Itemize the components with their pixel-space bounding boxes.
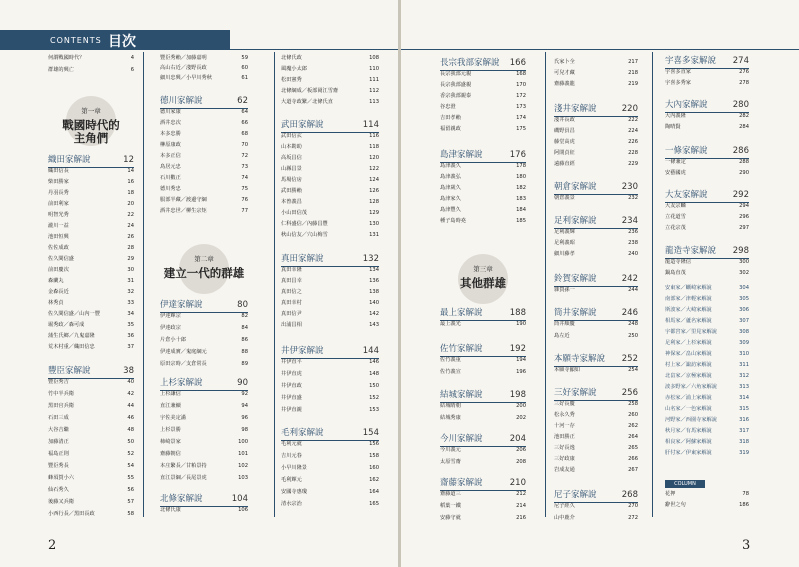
toc-entry[interactable]: 小早川隆景 160 bbox=[281, 465, 379, 471]
misc-entry[interactable]: 赤松家／浦上家解說 314 bbox=[665, 395, 749, 401]
toc-entry[interactable]: 服部半藏／渡邊守綱 76 bbox=[160, 197, 248, 203]
toc-entry[interactable]: 池田勝正 264 bbox=[554, 434, 638, 440]
section-ichijo[interactable]: 一條家解說 286 bbox=[665, 146, 749, 159]
toc-entry[interactable]: 谷忠澄 173 bbox=[440, 104, 526, 110]
section-suzuki[interactable]: 鈴賀家解說 242 bbox=[554, 274, 638, 287]
toc-entry[interactable]: 蜂須賀小六 55 bbox=[48, 475, 134, 481]
toc-entry[interactable]: 酒井忠次 66 bbox=[160, 120, 248, 126]
section-otomo[interactable]: 大友家解說 292 bbox=[665, 190, 749, 203]
toc-entry[interactable]: 上杉景勝 98 bbox=[160, 427, 248, 433]
toc-entry[interactable]: 氏家卜全 217 bbox=[554, 59, 638, 65]
toc-entry[interactable]: 石田三成 46 bbox=[48, 415, 134, 421]
header-rule-left bbox=[230, 49, 398, 50]
toc-entry[interactable]: 加藤清正 50 bbox=[48, 439, 134, 445]
toc-entry[interactable]: 荒木村重／織田信忠 37 bbox=[48, 344, 134, 350]
toc-entry[interactable]: 佐竹義宣 196 bbox=[440, 369, 526, 375]
toc-entry[interactable]: 吉田孝賴 174 bbox=[440, 115, 526, 121]
toc-entry[interactable]: 伊達政宗 84 bbox=[160, 325, 248, 331]
toc-entry[interactable]: 武田信玄 116 bbox=[281, 133, 379, 139]
toc-entry[interactable]: 岩成友通 267 bbox=[554, 467, 638, 473]
toc-entry[interactable]: 真田信尹 142 bbox=[281, 311, 379, 317]
chapter-2-title: 第二章 建立一代的群雄 bbox=[160, 244, 248, 300]
toc-entry[interactable]: 石川數正 74 bbox=[160, 175, 248, 181]
toc-entry[interactable]: 本多正信 72 bbox=[160, 153, 248, 159]
section-honganji[interactable]: 本願寺家解說 252 bbox=[554, 354, 638, 367]
toc-entry[interactable]: 立花宗茂 297 bbox=[665, 225, 749, 231]
chapter-1-title: 第一章 戰國時代的 主角們 bbox=[48, 96, 134, 152]
toc-entry[interactable]: 足利義輝 236 bbox=[554, 229, 638, 235]
section-tsutsui[interactable]: 筒井家解說 246 bbox=[554, 308, 638, 321]
toc-entry[interactable]: 島津豐久 184 bbox=[440, 207, 526, 213]
col-divider-2 bbox=[274, 52, 275, 517]
col-divider-4 bbox=[652, 52, 653, 517]
toc-entry[interactable]: 佐竹義重 194 bbox=[440, 357, 526, 363]
toc-entry[interactable]: 龍造寺隆信 300 bbox=[665, 259, 749, 265]
toc-entry[interactable]: 林秀貞 33 bbox=[48, 300, 134, 306]
toc-entry[interactable]: 今川義元 206 bbox=[440, 447, 526, 453]
toc-entry[interactable]: 毛利輝元 162 bbox=[281, 477, 379, 483]
misc-entry[interactable]: 斯波家／大崎家解說 306 bbox=[665, 307, 749, 313]
toc-entry[interactable]: 宇喜多直家 276 bbox=[665, 69, 749, 75]
toc-entry[interactable]: 宇喜多秀家 278 bbox=[665, 80, 749, 86]
toc-entry[interactable]: 淺井長政 222 bbox=[554, 117, 638, 123]
toc-entry[interactable]: 吉川元春 158 bbox=[281, 453, 379, 459]
toc-entry[interactable]: 清水宗治 165 bbox=[281, 501, 379, 507]
toc-entry[interactable]: 井伊直政 150 bbox=[281, 383, 379, 389]
toc-entry[interactable]: 大谷吉繼 48 bbox=[48, 427, 134, 433]
toc-entry[interactable]: 安藝國虎 290 bbox=[665, 170, 749, 176]
toc-entry[interactable]: 三好政康 266 bbox=[554, 456, 638, 462]
col-divider-3 bbox=[545, 52, 546, 517]
toc-entry[interactable]: 片倉小十郎 86 bbox=[160, 337, 248, 343]
toc-entry[interactable]: 豐臣秀賴／加藤嘉明 59 bbox=[160, 55, 248, 61]
section-ii[interactable]: 井伊家解說 144 bbox=[281, 346, 379, 359]
toc-entry[interactable]: 大內義隆 282 bbox=[665, 113, 749, 119]
toc-entry[interactable]: 細川藤孝 240 bbox=[554, 251, 638, 257]
toc-entry[interactable]: 上杉謙信 92 bbox=[160, 391, 248, 397]
toc-entry[interactable]: 蒲生氏鄉／九鬼嘉隆 36 bbox=[48, 333, 134, 339]
toc-entry[interactable]: 朝倉義景 232 bbox=[554, 195, 638, 201]
misc-entry[interactable]: 秋月家／有馬家解說 317 bbox=[665, 428, 749, 434]
toc-entry[interactable]: 齋藤義龍 219 bbox=[554, 81, 638, 87]
page-number-right: 3 bbox=[742, 538, 751, 553]
toc-entry[interactable]: 武田勝賴 126 bbox=[281, 188, 379, 194]
toc-entry[interactable]: 出浦昌相 143 bbox=[281, 322, 379, 328]
toc-entry[interactable]: 直江景綱／長尾景虎 103 bbox=[160, 475, 248, 481]
toc-entry[interactable]: 佐佐成政 28 bbox=[48, 245, 134, 251]
toc-entry[interactable]: 真田昌幸 136 bbox=[281, 278, 379, 284]
misc-entry[interactable]: 波多野家／六角家解說 313 bbox=[665, 384, 749, 390]
toc-entry[interactable]: 榊原康政 70 bbox=[160, 142, 248, 148]
toc-entry[interactable]: 馬場信房 124 bbox=[281, 177, 379, 183]
toc-entry[interactable]: 一條兼定 288 bbox=[665, 159, 749, 165]
misc-entry[interactable]: 南部家／津輕家解說 305 bbox=[665, 296, 749, 302]
section-amago[interactable]: 尼子家解說 268 bbox=[554, 490, 638, 503]
toc-entry[interactable]: 秋山信友／穴山梅雪 131 bbox=[281, 232, 379, 238]
toc-entry[interactable]: 佐久間信盛 29 bbox=[48, 256, 134, 262]
section-ouchi[interactable]: 大內家解說 280 bbox=[665, 100, 749, 113]
toc-entry[interactable]: 高坂昌信 120 bbox=[281, 155, 379, 161]
toc-entry[interactable]: 本曾義昌 128 bbox=[281, 199, 379, 205]
toc-entry[interactable]: 仙石秀久 56 bbox=[48, 487, 134, 493]
section-date[interactable]: 伊達家解說 80 bbox=[160, 300, 248, 313]
toc-entry[interactable]: 阿閉貞征 228 bbox=[554, 150, 638, 156]
toc-entry[interactable]: 太原雪齋 208 bbox=[440, 459, 526, 465]
toc-entry[interactable]: 福留親政 175 bbox=[440, 126, 526, 132]
section-sanada[interactable]: 真田家解說 132 bbox=[281, 254, 379, 267]
toc-entry[interactable]: 豐臣秀長 54 bbox=[48, 463, 134, 469]
toc-entry[interactable]: 本庄繁長／甘粕景持 102 bbox=[160, 463, 248, 469]
toc-entry[interactable]: 織田信長 14 bbox=[48, 168, 134, 174]
contents-banner bbox=[0, 30, 230, 50]
toc-entry[interactable]: 陶晴賢 284 bbox=[665, 124, 749, 130]
toc-entry[interactable]: 何謂戰國時代？ 4 bbox=[48, 55, 134, 61]
toc-entry[interactable]: 井伊直虎 148 bbox=[281, 371, 379, 377]
toc-entry[interactable]: 伊達輝宗 82 bbox=[160, 313, 248, 319]
misc-entry[interactable]: 足利家／上杉家解說 309 bbox=[665, 340, 749, 346]
toc-entry[interactable]: 松田憲秀 111 bbox=[281, 77, 379, 83]
section-miyoshi[interactable]: 三好家解說 256 bbox=[554, 388, 638, 401]
toc-entry[interactable]: 本多忠勝 68 bbox=[160, 131, 248, 137]
toc-entry[interactable]: 群雄的興亡 6 bbox=[48, 67, 134, 73]
toc-entry[interactable]: 宇佐美定滿 96 bbox=[160, 415, 248, 421]
toc-entry[interactable]: 直江兼續 94 bbox=[160, 403, 248, 409]
toc-entry[interactable]: 長宗我部元親 168 bbox=[440, 71, 526, 77]
toc-entry[interactable]: 大道寺政繁／北條氏直 113 bbox=[281, 99, 379, 105]
header-rule-right bbox=[401, 49, 799, 50]
toc-entry[interactable]: 井伊直親 153 bbox=[281, 407, 379, 413]
toc-entry[interactable]: 仁科盛信／內藤昌豐 130 bbox=[281, 221, 379, 227]
toc-entry[interactable]: 山中鹿介 272 bbox=[554, 515, 638, 521]
toc-entry[interactable]: 島左近 250 bbox=[554, 333, 638, 339]
toc-entry[interactable]: 小西行長／黑田長政 58 bbox=[48, 511, 134, 517]
toc-entry[interactable]: 後藤又兵衛 57 bbox=[48, 499, 134, 505]
toc-entry[interactable]: 遠藤直經 229 bbox=[554, 161, 638, 167]
misc-entry[interactable]: 北畠家／京極家解說 312 bbox=[665, 373, 749, 379]
toc-entry[interactable]: 磯野員昌 224 bbox=[554, 128, 638, 134]
section-ryuzoji[interactable]: 龍造寺家解說 298 bbox=[665, 246, 749, 259]
toc-entry[interactable]: 風魔小太郎 110 bbox=[281, 66, 379, 72]
toc-entry[interactable]: 鍋島直茂 302 bbox=[665, 270, 749, 276]
section-mori[interactable]: 毛利家解說 154 bbox=[281, 428, 379, 441]
toc-entry[interactable]: 藤堂高虎 226 bbox=[554, 139, 638, 145]
toc-entry[interactable]: 島津歲久 182 bbox=[440, 185, 526, 191]
toc-entry[interactable]: 福島正則 52 bbox=[48, 451, 134, 457]
toc-entry[interactable]: 三好長慶 258 bbox=[554, 401, 638, 407]
misc-entry[interactable]: 山名家／一色家解說 315 bbox=[665, 406, 749, 412]
toc-entry[interactable]: 井伊直平 146 bbox=[281, 359, 379, 365]
contents-zh-label: 目次 bbox=[108, 34, 136, 50]
col-divider-1 bbox=[143, 52, 144, 517]
section-takeda[interactable]: 武田家解說 114 bbox=[281, 120, 379, 133]
toc-entry[interactable]: 伊達成實／鬼庭綱元 88 bbox=[160, 349, 248, 355]
section-ukita[interactable]: 宇喜多家解說 274 bbox=[665, 56, 749, 69]
contents-en-label: CONTENTS bbox=[50, 36, 102, 45]
toc-entry[interactable]: 真田幸村 140 bbox=[281, 300, 379, 306]
toc-entry[interactable]: 柴田勝家 16 bbox=[48, 179, 134, 185]
toc-entry[interactable]: 尼子經久 270 bbox=[554, 503, 638, 509]
section-satake[interactable]: 佐竹家解說 192 bbox=[440, 344, 526, 357]
toc-entry[interactable]: 十河一存 262 bbox=[554, 423, 638, 429]
toc-entry[interactable]: 立花道雪 296 bbox=[665, 214, 749, 220]
toc-entry[interactable]: 雜賀孫一 244 bbox=[554, 287, 638, 293]
toc-entry[interactable]: 結城晴朝 200 bbox=[440, 403, 526, 409]
toc-entry[interactable]: 德川家康 64 bbox=[160, 109, 248, 115]
toc-entry[interactable]: 稻葉一鐵 214 bbox=[440, 503, 526, 509]
page-number-left: 2 bbox=[48, 538, 57, 553]
toc-entry[interactable]: 最上義光 190 bbox=[440, 321, 526, 327]
toc-entry[interactable]: 安國寺惠瓊 164 bbox=[281, 489, 379, 495]
section-shimazu[interactable]: 島津家解說 176 bbox=[440, 150, 526, 163]
misc-entry[interactable]: 神保家／畠山家解說 310 bbox=[665, 351, 749, 357]
section-yuki[interactable]: 結城家解說 198 bbox=[440, 390, 526, 403]
toc-entry[interactable]: 丹羽長秀 18 bbox=[48, 190, 134, 196]
section-imagawa[interactable]: 今川家解說 204 bbox=[440, 434, 526, 447]
toc-entry[interactable]: 酒井忠世／柳生宗矩 77 bbox=[160, 208, 248, 214]
chapter-3-title: 第三章 其他群雄 bbox=[440, 254, 526, 310]
toc-entry[interactable]: 原田宗時／支倉常長 89 bbox=[160, 361, 248, 367]
section-chosokabe[interactable]: 長宗我部家解說 166 bbox=[440, 58, 526, 71]
toc-entry[interactable]: 黑田官兵衛 44 bbox=[48, 403, 134, 409]
toc-entry[interactable]: 明智光秀 22 bbox=[48, 212, 134, 218]
misc-entry[interactable]: 相馬家／蘆名家解說 307 bbox=[665, 318, 749, 324]
toc-entry[interactable]: 安藤守就 216 bbox=[440, 515, 526, 521]
section-hojo[interactable]: 北條家解說 104 bbox=[160, 494, 248, 507]
toc-entry[interactable]: 長宗我部盛親 170 bbox=[440, 82, 526, 88]
toc-entry[interactable]: 松永久秀 260 bbox=[554, 412, 638, 418]
column-badge: COLUMN bbox=[665, 480, 705, 488]
toc-entry[interactable]: 本願寺顯如 254 bbox=[554, 367, 638, 373]
misc-entry[interactable]: 相良家／阿蘇家解說 318 bbox=[665, 439, 749, 445]
column-section bbox=[665, 480, 749, 510]
book-spine bbox=[398, 0, 401, 567]
toc-entry[interactable]: 真田幸隆 134 bbox=[281, 267, 379, 273]
toc-entry[interactable]: 種子島時堯 185 bbox=[440, 218, 526, 224]
toc-entry[interactable]: 大友宗麟 294 bbox=[665, 203, 749, 209]
toc-entry[interactable]: 齋藤道三 212 bbox=[440, 491, 526, 497]
toc-entry[interactable]: 金森長近 32 bbox=[48, 289, 134, 295]
misc-entry[interactable]: 肝付家／伊東家解說 319 bbox=[665, 450, 749, 456]
toc-entry[interactable]: 結城秀康 202 bbox=[440, 415, 526, 421]
section-asakura[interactable]: 朝倉家解說 230 bbox=[554, 182, 638, 195]
toc-entry[interactable]: 鳥居元忠 73 bbox=[160, 164, 248, 170]
misc-entry[interactable]: 宇都宮家／里見家解說 308 bbox=[665, 329, 749, 335]
toc-entry[interactable]: 高山右近／淺野長政 60 bbox=[160, 65, 248, 71]
toc-entry[interactable]: 井伊直盛 152 bbox=[281, 395, 379, 401]
toc-entry[interactable]: 可兒才藏 218 bbox=[554, 70, 638, 76]
toc-entry[interactable]: 小山田信茂 129 bbox=[281, 210, 379, 216]
toc-entry[interactable]: 真田信之 138 bbox=[281, 289, 379, 295]
toc-entry[interactable]: 細川忠興／小早川秀秋 61 bbox=[160, 75, 248, 81]
toc-entry[interactable]: 島津家久 183 bbox=[440, 196, 526, 202]
toc-entry[interactable]: 筒井順慶 248 bbox=[554, 321, 638, 327]
toc-entry[interactable]: 北條氏康 106 bbox=[160, 507, 248, 513]
toc-entry[interactable]: 毛利元就 156 bbox=[281, 441, 379, 447]
toc-entry[interactable]: 德川秀忠 75 bbox=[160, 186, 248, 192]
toc-entry[interactable]: 豐臣秀吉 40 bbox=[48, 379, 134, 385]
section-mogami[interactable]: 最上家解說 188 bbox=[440, 308, 526, 321]
toc-entry[interactable]: 香宗我部親泰 172 bbox=[440, 93, 526, 99]
toc-entry[interactable]: 足利義昭 238 bbox=[554, 240, 638, 246]
misc-entry[interactable]: 河野家／西園寺家解說 316 bbox=[665, 417, 749, 423]
toc-entry[interactable]: 島津義弘 180 bbox=[440, 174, 526, 180]
toc-entry[interactable]: 瀧川一益 24 bbox=[48, 223, 134, 229]
toc-entry[interactable]: 北條氏政 108 bbox=[281, 55, 379, 61]
section-oda[interactable]: 織田家解說 12 bbox=[48, 155, 134, 168]
toc-entry[interactable]: 辭世之句 186 bbox=[665, 502, 749, 508]
section-toyotomi[interactable]: 豐臣家解說 38 bbox=[48, 366, 134, 379]
toc-entry[interactable]: 前田慶次 30 bbox=[48, 267, 134, 273]
section-ashikaga[interactable]: 足利家解說 234 bbox=[554, 216, 638, 229]
toc-entry[interactable]: 佐久間信盛／山內一豐 34 bbox=[48, 311, 134, 317]
section-saito[interactable]: 齋藤家解說 210 bbox=[440, 478, 526, 491]
toc-entry[interactable]: 三好長逸 265 bbox=[554, 445, 638, 451]
section-uesugi[interactable]: 上杉家解說 90 bbox=[160, 378, 248, 391]
toc-entry[interactable]: 森蘭丸 31 bbox=[48, 278, 134, 284]
toc-entry[interactable]: 堀秀政／森可成 35 bbox=[48, 322, 134, 328]
toc-entry[interactable]: 花押 78 bbox=[665, 491, 749, 497]
toc-entry[interactable]: 北條綱成／板部岡江雪齋 112 bbox=[281, 88, 379, 94]
toc-entry[interactable]: 池田恒興 26 bbox=[48, 234, 134, 240]
toc-entry[interactable]: 竹中半兵衛 42 bbox=[48, 391, 134, 397]
toc-entry[interactable]: 山縣昌景 122 bbox=[281, 166, 379, 172]
misc-entry[interactable]: 安東家／蠣崎家解說 304 bbox=[665, 285, 749, 291]
section-azai[interactable]: 淺井家解說 220 bbox=[554, 104, 638, 117]
toc-entry[interactable]: 柿崎景家 100 bbox=[160, 439, 248, 445]
toc-entry[interactable]: 島津義久 178 bbox=[440, 163, 526, 169]
section-tokugawa[interactable]: 德川家解說 62 bbox=[160, 96, 248, 109]
toc-entry[interactable]: 山本勘助 118 bbox=[281, 144, 379, 150]
misc-entry[interactable]: 村上家／諏訪家解說 311 bbox=[665, 362, 749, 368]
toc-entry[interactable]: 齋藤朝信 101 bbox=[160, 451, 248, 457]
toc-entry[interactable]: 前田利家 20 bbox=[48, 201, 134, 207]
